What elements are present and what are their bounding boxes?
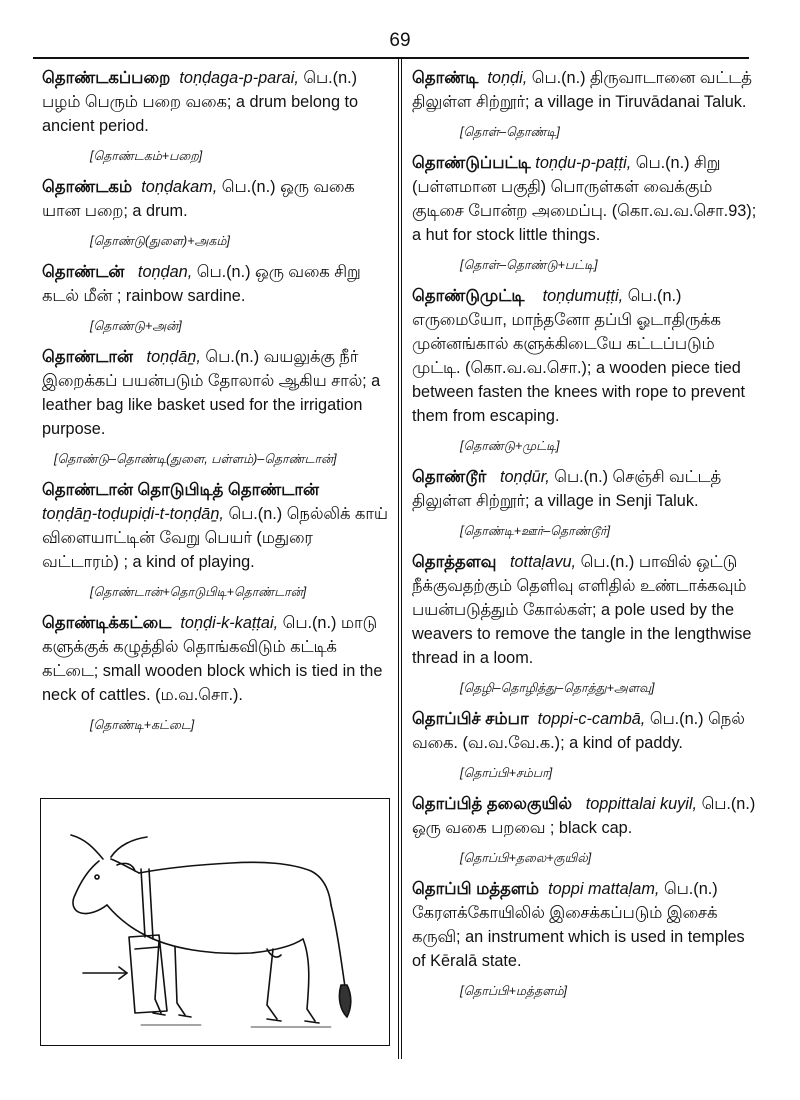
headword: தொண்டிக்கட்டை — [42, 614, 172, 632]
definition: பாவில் ஒட்டு நீக்குவதற்கும் தெளிவு எளிதில் உண்டாக்கவும் பயன்படுத்தும் கோல்கள்; a pole used by the weavers to remove the tangle in the lengthwise thread in a loom. — [412, 553, 752, 667]
ox-drawing — [41, 799, 388, 1044]
column-divider — [398, 59, 402, 1059]
part-of-speech: பெ.(n.) — [635, 154, 690, 172]
transliteration: toṇḍu-p-paṭṭi, — [535, 154, 632, 172]
definition: சிறு (பள்ளமான பகுதி) பொருள்கள் வைக்கும் குடிசை போன்ற அமைப்பு. (கொ.வ.வ.சொ.93); a hut for stock little things. — [412, 154, 757, 244]
header-rule — [33, 57, 749, 59]
etymology: [தொண்டி+கட்டை] — [90, 718, 195, 732]
etymology: [தொப்பி+மத்தளம்] — [460, 984, 568, 998]
part-of-speech: பெ.(n.) — [228, 505, 283, 523]
part-of-speech: பெ.(n.) — [196, 263, 251, 281]
etymology: [தொண்டு(துளை)+அகம்] — [90, 234, 230, 248]
part-of-speech: பெ.(n.) — [303, 69, 358, 87]
headword: தொண்டான் — [42, 348, 133, 366]
definition: ஒரு வகை பறவை ; black cap. — [412, 819, 633, 837]
etymology: [தொப்பி+தலை+குயில்] — [460, 851, 592, 865]
headword: தொண்டன் — [42, 263, 125, 281]
dictionary-entry — [412, 66, 760, 142]
part-of-speech: பெ.(n.) — [221, 178, 276, 196]
transliteration: toṇḍi, — [487, 69, 528, 87]
etymology: [தொண்டு–தொண்டி(துளை, பள்ளம்)–தொண்டான்] — [54, 452, 337, 466]
headword: தொண்டான் தொடுபிடித் தொண்டான் — [42, 481, 319, 499]
etymology: [தொண்டான்+தொடுபிடி+தொண்டான்] — [90, 585, 307, 599]
dictionary-entry — [42, 345, 390, 469]
part-of-speech: பெ.(n.) — [205, 348, 260, 366]
headword: தொண்டகம் — [42, 178, 133, 196]
dictionary-entry — [412, 877, 760, 1001]
transliteration: toṇḍūr, — [499, 468, 550, 486]
transliteration: toṇḍāṉ-toḍupiḍi-t-toṇḍāṉ, — [42, 505, 224, 523]
dictionary-entry — [412, 550, 760, 698]
etymology: [தெழி–தொழித்து–தொத்து+அளவு] — [460, 681, 655, 695]
definition: கேரளக்கோயிலில் இசைக்கப்படும் இசைக் கருவி; an instrument which is used in temples of Kēralā state. — [412, 904, 745, 970]
definition: வயலுக்கு நீர் இறைக்கப் பயன்படும் தோலால் ஆகிய சால்; a leather bag like basket used for the irrigation purpose. — [42, 348, 381, 438]
transliteration: toṇḍan, — [137, 263, 193, 281]
headword: தொண்டகப்பறை — [42, 69, 171, 87]
etymology: [தொள்–தொண்டி] — [460, 125, 560, 139]
transliteration: toṇḍaga-p-parai, — [179, 69, 299, 87]
headword: தொண்டுமுட்டி — [412, 287, 525, 305]
etymology: [தொண்டு+அன்] — [90, 319, 182, 333]
part-of-speech: பெ.(n.) — [580, 553, 635, 571]
dictionary-entry — [412, 284, 760, 456]
ox-illustration — [40, 798, 390, 1046]
headword: தொப்பி மத்தளம் — [412, 880, 540, 898]
headword: தொத்தளவு — [412, 553, 497, 571]
transliteration: toppittalai kuyil, — [585, 795, 698, 813]
definition: ஒரு வகை யான பறை; a drum. — [42, 178, 355, 220]
transliteration: toṇḍi-k-kaṭṭai, — [180, 614, 279, 632]
transliteration: toṇḍakam, — [141, 178, 218, 196]
etymology: [தொண்டி+ஊர்–தொண்டூர்] — [460, 524, 611, 538]
left-column — [42, 66, 390, 744]
definition: எருமையோ, மாந்தனோ தப்பி ஓடாதிருக்க முன்னங்கால் களுக்கிடையே கட்டப்படும் முட்டி. (கொ.வ.வ.சொ.); a wooden piece tied between fasten the knees with rope to prevent them from escaping. — [412, 311, 746, 425]
transliteration: toṇḍāṉ, — [146, 348, 201, 366]
part-of-speech: பெ.(n.) — [554, 468, 609, 486]
transliteration: toppi mattaḷam, — [548, 880, 660, 898]
etymology: [தொண்டகம்+பறை] — [90, 149, 203, 163]
part-of-speech: பெ.(n.) — [701, 795, 756, 813]
transliteration: toppi-c-cambā, — [537, 710, 646, 728]
etymology: [தொண்டு+முட்டி] — [460, 439, 560, 453]
right-column — [412, 66, 760, 1010]
etymology: [தொள்–தொண்டு+பட்டி] — [460, 258, 598, 272]
transliteration: toṇḍumuṭṭi, — [542, 287, 624, 305]
part-of-speech: பெ.(n.) — [663, 880, 718, 898]
dictionary-entry — [412, 151, 760, 275]
part-of-speech: பெ.(n.) — [531, 69, 586, 87]
definition: நெல்லிக் காய் விளையாட்டின் வேறு பெயர் (மதுரை வட்டாரம்) ; a kind of playing. — [42, 505, 388, 571]
definition: ஒரு வகை சிறு கடல் மீன் ; rainbow sardine. — [42, 263, 361, 305]
dictionary-entry — [42, 66, 390, 166]
definition: மாடு களுக்குக் கழுத்தில் தொங்கவிடும் கட்டிக் கட்டை; small wooden block which is tied in the neck of cattles. (ம.வ.சொ.). — [42, 614, 383, 704]
part-of-speech: பெ.(n.) — [649, 710, 704, 728]
headword: தொண்டி — [412, 69, 479, 87]
transliteration: tottaḷavu, — [509, 553, 577, 571]
definition: செஞ்சி வட்டத் திலுள்ள சிற்றூர்; a village in Senji Taluk. — [412, 468, 722, 510]
part-of-speech: பெ.(n.) — [627, 287, 682, 305]
page-number: 69 — [389, 30, 411, 51]
dictionary-entry — [412, 792, 760, 868]
dictionary-entry — [42, 478, 390, 602]
dictionary-entry — [412, 465, 760, 541]
dictionary-entry — [412, 707, 760, 783]
dictionary-entry — [42, 260, 390, 336]
headword: தொண்டூர் — [412, 468, 487, 486]
headword: தொப்பித் தலைகுயில் — [412, 795, 573, 813]
definition: திருவாடானை வட்டத் திலுள்ள சிற்றூர்; a village in Tiruvādanai Taluk. — [412, 69, 752, 111]
dictionary-entry — [42, 611, 390, 735]
headword: தொப்பிச் சம்பா — [412, 710, 529, 728]
part-of-speech: பெ.(n.) — [282, 614, 337, 632]
definition: பழம் பெரும் பறை வகை; a drum belong to ancient period. — [42, 93, 359, 135]
definition: நெல் வகை. (வ.வ.வே.க.); a kind of paddy. — [412, 710, 745, 752]
etymology: [தொப்பி+சம்பா] — [460, 766, 553, 780]
headword: தொண்டுப்பட்டி — [412, 154, 531, 172]
dictionary-entry — [42, 175, 390, 251]
